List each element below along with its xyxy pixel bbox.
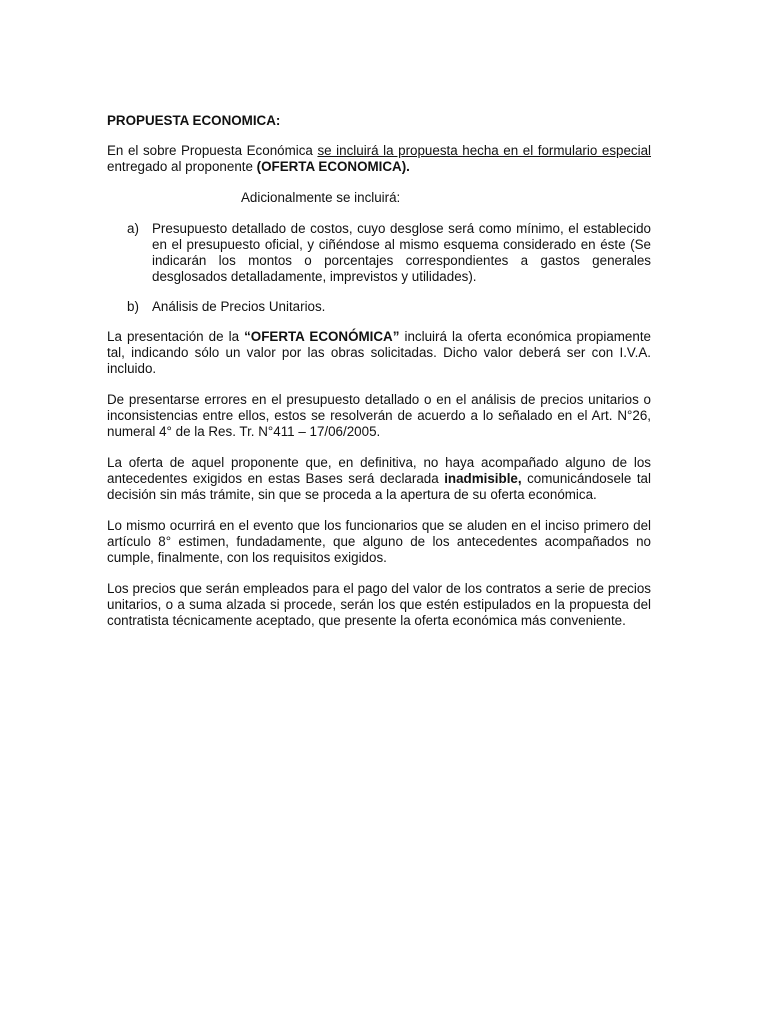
paragraph-oferta-rest: comunicándosele tal decisión sin más trámite, sin que se proceda a la apertura de su oferta económica. (107, 471, 651, 502)
list-item (107, 221, 651, 285)
paragraph-presentacion (107, 329, 651, 377)
list-item-text: Análisis de Precios Unitarios. (152, 299, 326, 314)
paragraph-errores: De presentarse errores en el presupuesto detallado o en el análisis de precios unitarios o inconsistencias entre ellos, estos se resolverán de acuerdo a lo señalado en el Art. N°26, numeral 4° de la Res. Tr. N°411 – 17/06/2005. (107, 392, 651, 439)
additional-heading: Adicionalmente se incluirá: (241, 190, 401, 205)
paragraph-oferta (107, 455, 651, 503)
list-item-marker: b) (127, 299, 139, 314)
paragraph-presentacion-lead: La presentación de la (107, 329, 245, 344)
paragraph-sobre (107, 143, 651, 175)
paragraph-sobre-underlined: se incluirá la propuesta hecha en el formulario especial (317, 143, 651, 158)
paragraph-oferta-bold: inadmisible, (444, 471, 522, 486)
list-item (107, 299, 651, 315)
list-item-text: Presupuesto detallado de costos, cuyo desglose será como mínimo, el establecido en el presupuesto oficial, y ciñéndose al mismo esquema considerado en éste (Se indicarán los montos o porcentajes correspondientes a gastos generales desglosados detalladamente, imprevistos y utilidades). (152, 221, 651, 284)
paragraph-oferta-lead: La oferta de aquel proponente que, en definitiva, no haya acompañado alguno de los antecedentes exigidos en estas Bases será declarada (107, 455, 651, 486)
section-title: PROPUESTA ECONOMICA: (107, 113, 281, 128)
paragraph-sobre-bold: (OFERTA ECONOMICA). (256, 159, 410, 174)
list-item-marker: a) (127, 221, 139, 236)
paragraph-presentacion-bold: “OFERTA ECONÓMICA” (244, 329, 400, 344)
paragraph-mismo: Lo mismo ocurrirá en el evento que los funcionarios que se aluden en el inciso primero del artículo 8° estimen, fundadamente, que alguno de los antecedentes acompañados no cumple, finalmente, con los requisitos exigidos. (107, 518, 651, 565)
paragraph-sobre-lead: En el sobre Propuesta Económica (107, 143, 318, 158)
paragraph-presentacion-rest: incluirá la oferta económica propiamente tal, indicando sólo un valor por las obras solicitadas. Dicho valor deberá ser con I.V.A. incluido. (107, 329, 651, 376)
paragraph-sobre-middle: entregado al proponente (107, 159, 257, 174)
document-page (107, 113, 651, 644)
paragraph-precios: Los precios que serán empleados para el pago del valor de los contratos a serie de precios unitarios, o a suma alzada si procede, serán los que estén estipulados en la propuesta del contratista técnicamente aceptado, que presente la oferta económica más conveniente. (107, 581, 651, 628)
